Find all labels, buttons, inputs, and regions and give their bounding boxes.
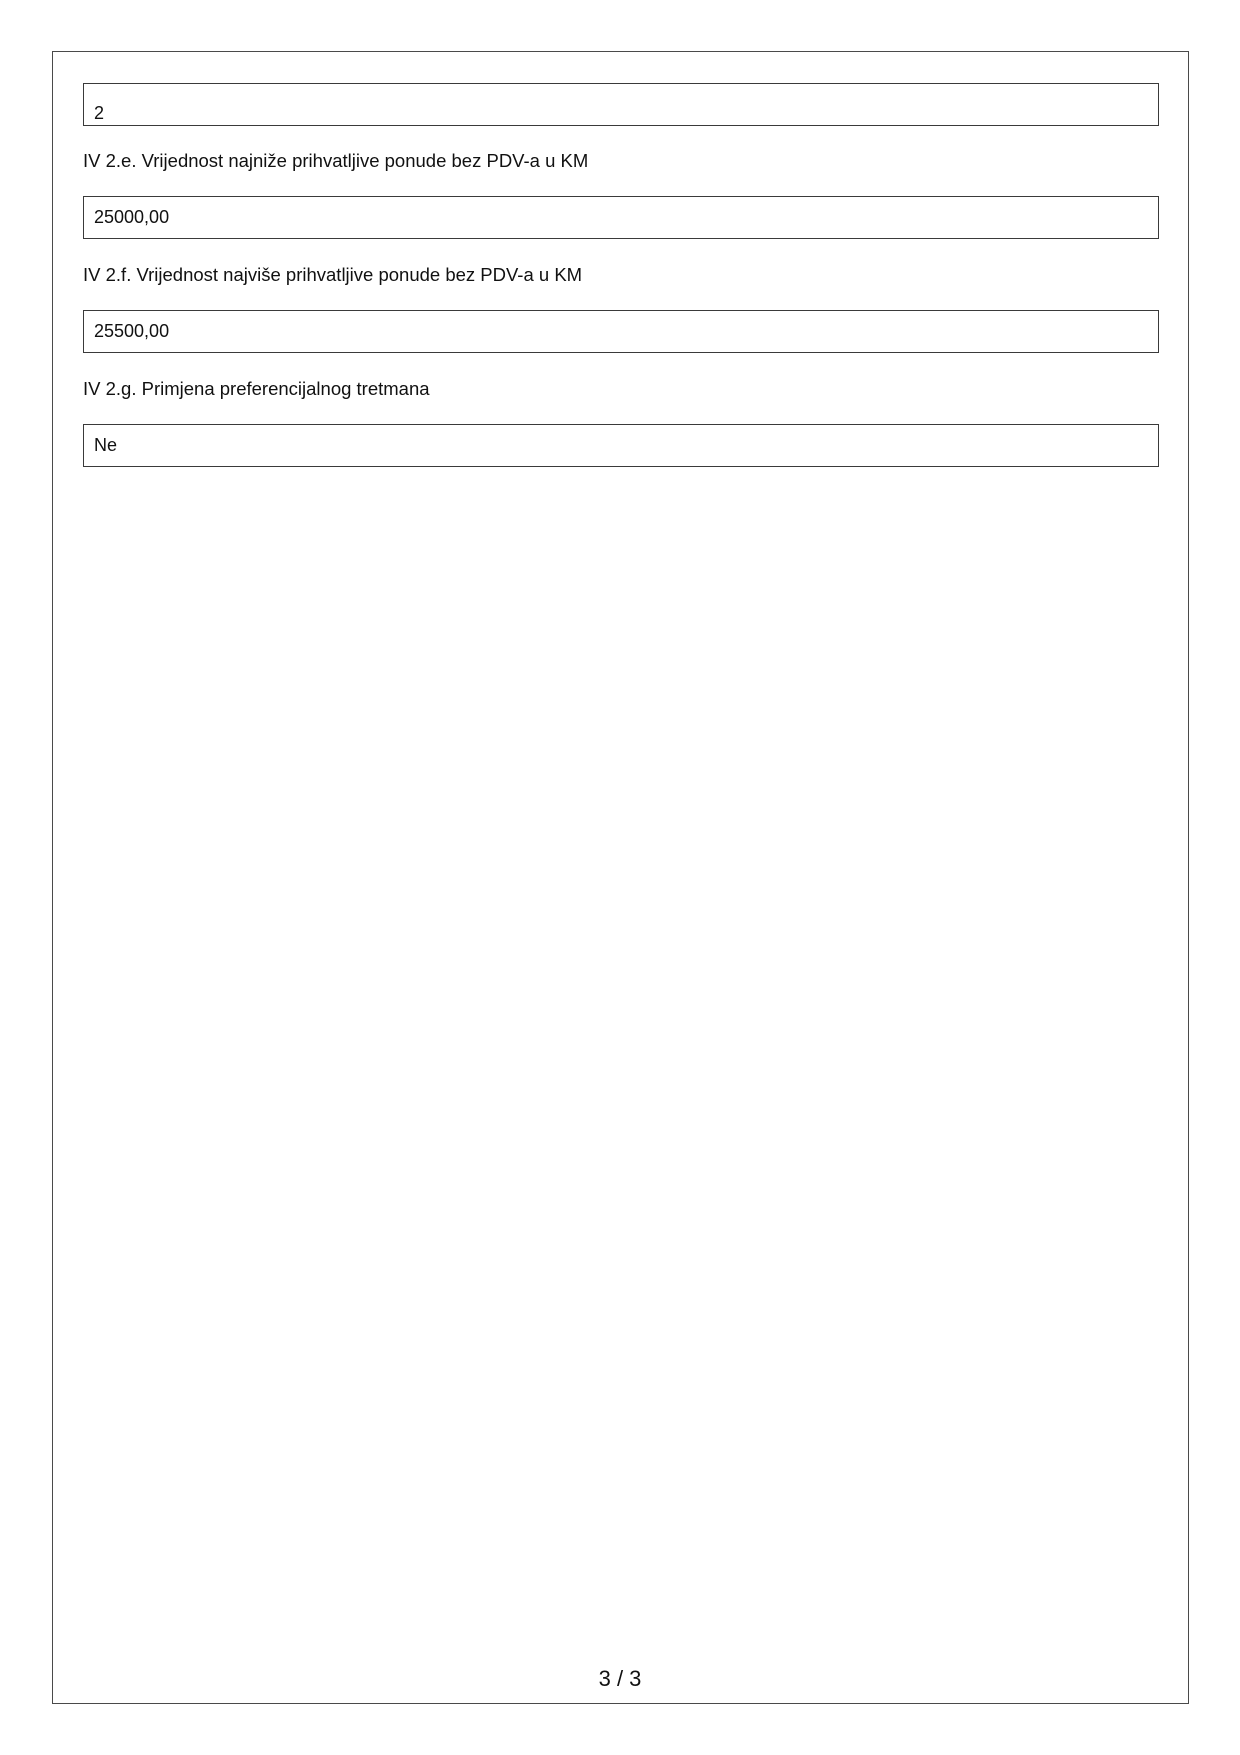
field-value-box	[83, 83, 1159, 126]
page-number: 3 / 3	[598, 1666, 642, 1691]
field-value: 2	[94, 103, 105, 123]
field-value-iv-2e: 25000,00	[94, 207, 170, 227]
page-frame	[52, 51, 1189, 1704]
field-value-box-iv-2e	[83, 196, 1159, 239]
field-value-box-iv-2g	[83, 424, 1159, 467]
field-label-iv-2f: IV 2.f. Vrijednost najviše prihvatljive ponude bez PDV-a u KM	[83, 264, 583, 285]
field-value-box-iv-2f	[83, 310, 1159, 353]
field-label-iv-2g: IV 2.g. Primjena preferencijalnog tretmana	[83, 378, 430, 399]
field-value-iv-2g: Ne	[94, 435, 118, 455]
field-value-iv-2f: 25500,00	[94, 321, 170, 341]
field-label-iv-2e: IV 2.e. Vrijednost najniže prihvatljive ponude bez PDV-a u KM	[83, 150, 589, 171]
